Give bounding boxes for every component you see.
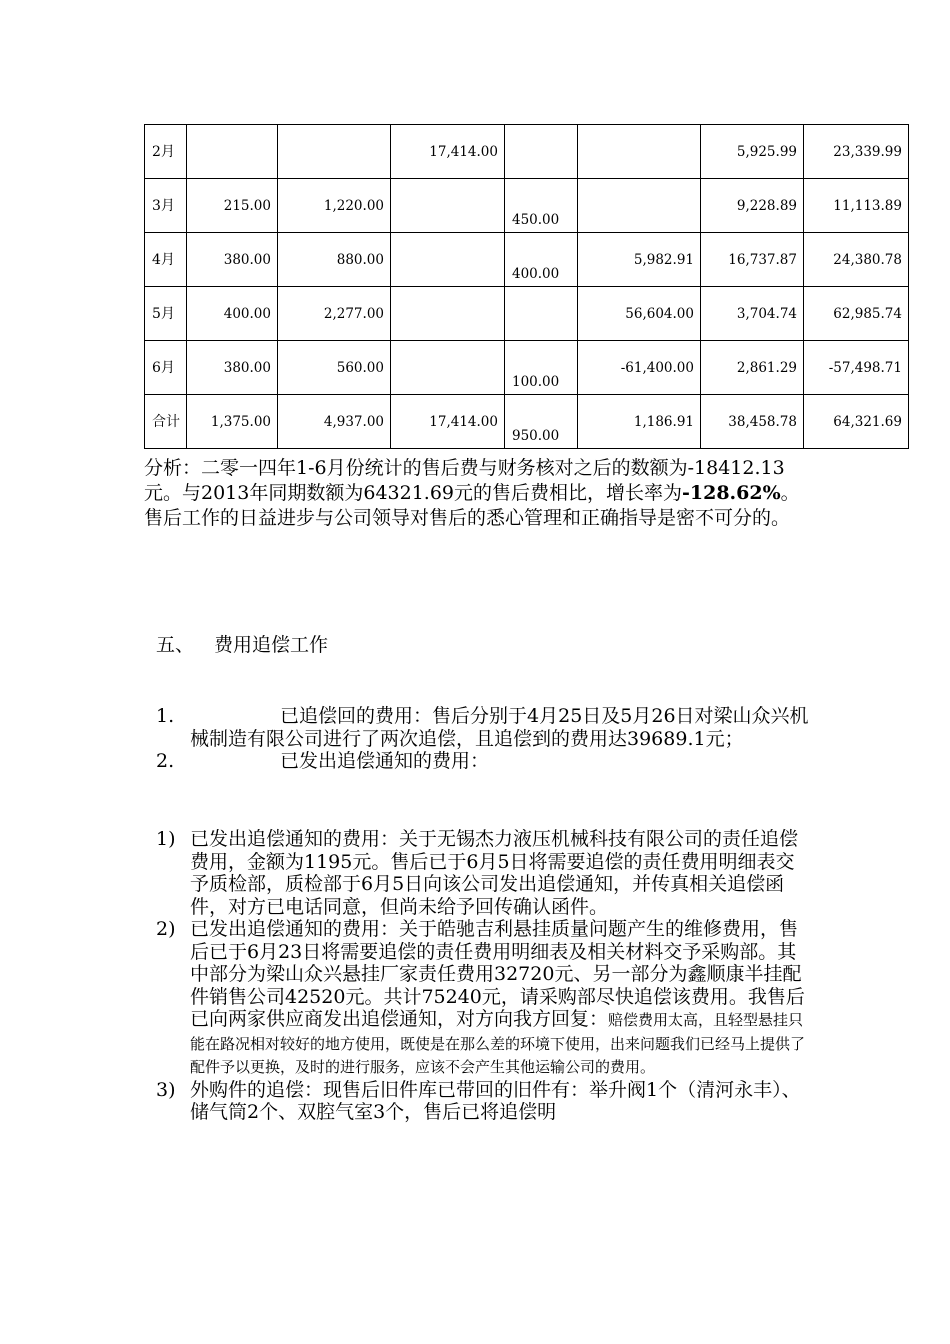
table-cell-c5 — [578, 125, 701, 179]
analysis-text-1: 分析：二零一四年1-6月份统计的售后费与财务核对之后的数额为-18412.13元。与2013年同期数额为64321.69元的售后费相比，增长率为 — [144, 457, 785, 504]
table-cell-c3: 17,414.00 — [391, 125, 505, 179]
table-cell-c5: 56,604.00 — [578, 287, 701, 341]
table-cell-c5 — [578, 179, 701, 233]
table-cell-c7: -57,498.71 — [804, 341, 909, 395]
table-cell-c7: 23,339.99 — [804, 125, 909, 179]
item-number: 1. — [156, 705, 175, 727]
sub-list — [150, 828, 810, 1124]
table-row — [145, 395, 909, 449]
sub-item-mark: 1) — [156, 828, 176, 850]
item-text: 售后分别于4月25日及5月26日对梁山众兴机械制造有限公司进行了两次追偿，且追偿到的费用达39689.1元； — [190, 705, 809, 750]
sub-item-mark: 2) — [156, 918, 176, 940]
table-cell-c4 — [505, 287, 578, 341]
sub-item-mark: 3) — [156, 1078, 176, 1101]
analysis-text-2: 。售后工作的日益进步与公司领导对售后的悉心管理和正确指导是密不可分的。 — [144, 482, 800, 529]
table-cell-c4: 100.00 — [505, 341, 578, 395]
numbered-list — [150, 705, 810, 773]
table-cell-c1 — [187, 125, 278, 179]
item-lead: 已追偿回的费用： — [280, 705, 433, 727]
section-heading — [156, 630, 328, 657]
sub-item-1 — [150, 828, 810, 918]
table-row — [145, 125, 909, 179]
sub-item-2 — [150, 918, 810, 1079]
table-cell-c3 — [391, 341, 505, 395]
month-cell: 5月 — [145, 287, 187, 341]
sub-item-text: 已发出追偿通知的费用：关于无锡杰力液压机械科技有限公司的责任追偿费用，金额为1195元。售后已于6月5日将需要追偿的责任费用明细表交予质检部，质检部于6月5日向该公司发出追偿通知，并传真相关追偿函件，对方已电话同意，但尚未给予回传确认函件。 — [190, 828, 799, 918]
table-cell-c6: 3,704.74 — [701, 287, 804, 341]
numbered-item-1 — [150, 705, 810, 750]
numbered-item-2 — [150, 750, 810, 773]
table-cell-c5: 5,982.91 — [578, 233, 701, 287]
table-cell-c4: 950.00 — [505, 395, 578, 449]
table-cell-c7: 24,380.78 — [804, 233, 909, 287]
table-cell-c2: 2,277.00 — [278, 287, 391, 341]
table-cell-c5: 1,186.91 — [578, 395, 701, 449]
table-row — [145, 287, 909, 341]
table-cell-c1: 1,375.00 — [187, 395, 278, 449]
month-cell: 合计 — [145, 395, 187, 449]
table-cell-c6: 16,737.87 — [701, 233, 804, 287]
item-lead: 已发出追偿通知的费用： — [280, 750, 490, 772]
section-number: 五、 — [156, 634, 195, 656]
table-cell-c2: 1,220.00 — [278, 179, 391, 233]
supplier-reply: 赔偿费用太高，且轻型悬挂只能在路况相对较好的地方使用，既使是在那么差的环境下使用，出来问题我们已经马上提供了配件予以更换，及时的进行服务，应该不会产生其他运输公司的费用。 — [190, 1011, 806, 1076]
table-cell-c7: 62,985.74 — [804, 287, 909, 341]
month-cell: 4月 — [145, 233, 187, 287]
table-row — [145, 341, 909, 395]
table-cell-c2: 880.00 — [278, 233, 391, 287]
table-cell-c7: 64,321.69 — [804, 395, 909, 449]
item-number: 2. — [156, 750, 175, 772]
table-cell-c3 — [391, 233, 505, 287]
analysis-paragraph — [144, 456, 814, 531]
table-cell-c4: 400.00 — [505, 233, 578, 287]
sub-item-text: 已发出追偿通知的费用：关于皓驰吉利悬挂质量问题产生的维修费用，售后已于6月23日将需要追偿的责任费用明细表及相关材料交予采购部。其中部分为梁山众兴悬挂厂家责任费用32720元、另一部分为鑫顺康半挂配件销售公司42520元。共计75240元，请采购部尽快追偿该费用。我售后已向两家供应商发出追偿通知，对方向我方回复： — [190, 918, 805, 1030]
fee-table — [144, 124, 909, 449]
growth-rate: -128.62% — [682, 482, 781, 504]
table-row — [145, 179, 909, 233]
sub-item-text: 外购件的追偿：现售后旧件库已带回的旧件有：举升阀1个（清河永丰）、储气筒2个、双腔气室3个，售后已将追偿明 — [190, 1078, 801, 1123]
table-cell-c1: 380.00 — [187, 341, 278, 395]
table-cell-c6: 9,228.89 — [701, 179, 804, 233]
table-row — [145, 233, 909, 287]
table-cell-c3: 17,414.00 — [391, 395, 505, 449]
month-cell: 3月 — [145, 179, 187, 233]
table-cell-c1: 380.00 — [187, 233, 278, 287]
month-cell: 2月 — [145, 125, 187, 179]
table-cell-c4 — [505, 125, 578, 179]
table-cell-c2: 4,937.00 — [278, 395, 391, 449]
table-cell-c4: 450.00 — [505, 179, 578, 233]
table-cell-c3 — [391, 179, 505, 233]
table-cell-c6: 2,861.29 — [701, 341, 804, 395]
table-cell-c2: 560.00 — [278, 341, 391, 395]
section-title: 费用追偿工作 — [214, 634, 329, 656]
table-cell-c6: 5,925.99 — [701, 125, 804, 179]
table-cell-c3 — [391, 287, 505, 341]
table-cell-c2 — [278, 125, 391, 179]
table-cell-c1: 215.00 — [187, 179, 278, 233]
table-cell-c6: 38,458.78 — [701, 395, 804, 449]
table-cell-c1: 400.00 — [187, 287, 278, 341]
table-cell-c5: -61,400.00 — [578, 341, 701, 395]
table-cell-c7: 11,113.89 — [804, 179, 909, 233]
sub-item-3 — [150, 1079, 810, 1124]
month-cell: 6月 — [145, 341, 187, 395]
